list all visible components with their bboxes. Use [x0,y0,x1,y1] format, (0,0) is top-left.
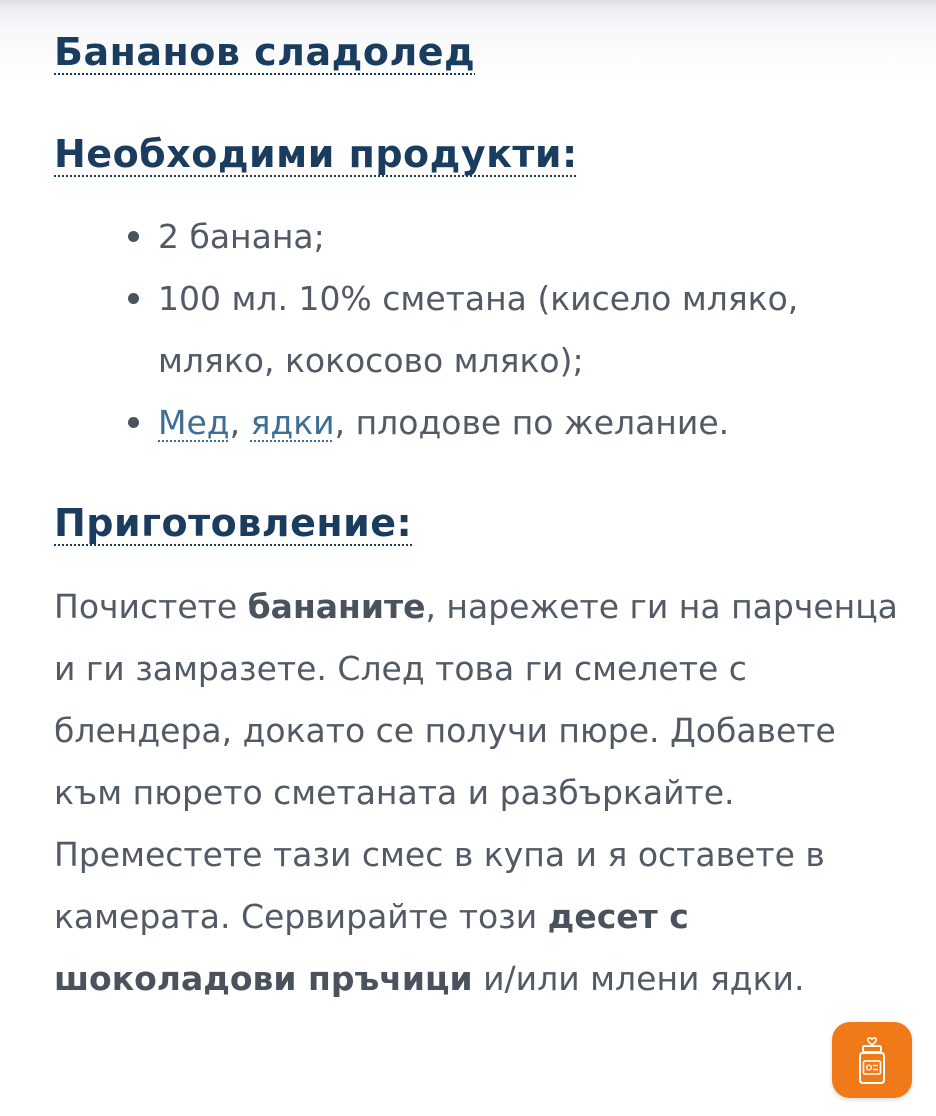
ingredient-text: 2 банана; [158,217,325,256]
list-item [118,268,878,392]
preparation-text: Почистете [54,587,248,626]
bold-text: десет с шоколадови пръчици [54,897,689,998]
preparation-text: и/или млени ядки. [472,959,805,998]
ingredients-heading: Необходими продукти: [54,132,578,176]
jar-heart-icon [832,1022,912,1098]
bullet-icon [128,293,139,304]
bullet-icon [128,417,139,428]
preparation-text: , нарежете ги на парченца и ги замразете. След това ги смелете с блендера, докато се получи пюре. Добавете към пюрето сметаната и разбъркайте. Преместете тази смес в купа и я оставете в камерата. Сервирайте този [54,587,898,936]
preparation-heading: Приготовление: [54,501,413,545]
list-item [118,392,878,454]
bold-text: бананите [247,587,426,626]
bullet-icon [128,231,139,242]
ingredient-text: 100 мл. 10% сметана (кисело мляко, мляко, кокосово мляко); [158,279,799,380]
separator-text: , [229,403,251,442]
honey-link[interactable]: Мед [158,403,230,442]
ingredient-text: , плодове по желание. [334,403,730,442]
recipe-title: Бананов сладолед [54,30,476,74]
preparation-paragraph [54,576,904,1010]
list-item [118,206,878,268]
floating-action-button[interactable] [832,1022,912,1098]
ingredients-list [118,206,878,454]
nuts-link[interactable]: ядки [250,403,335,442]
